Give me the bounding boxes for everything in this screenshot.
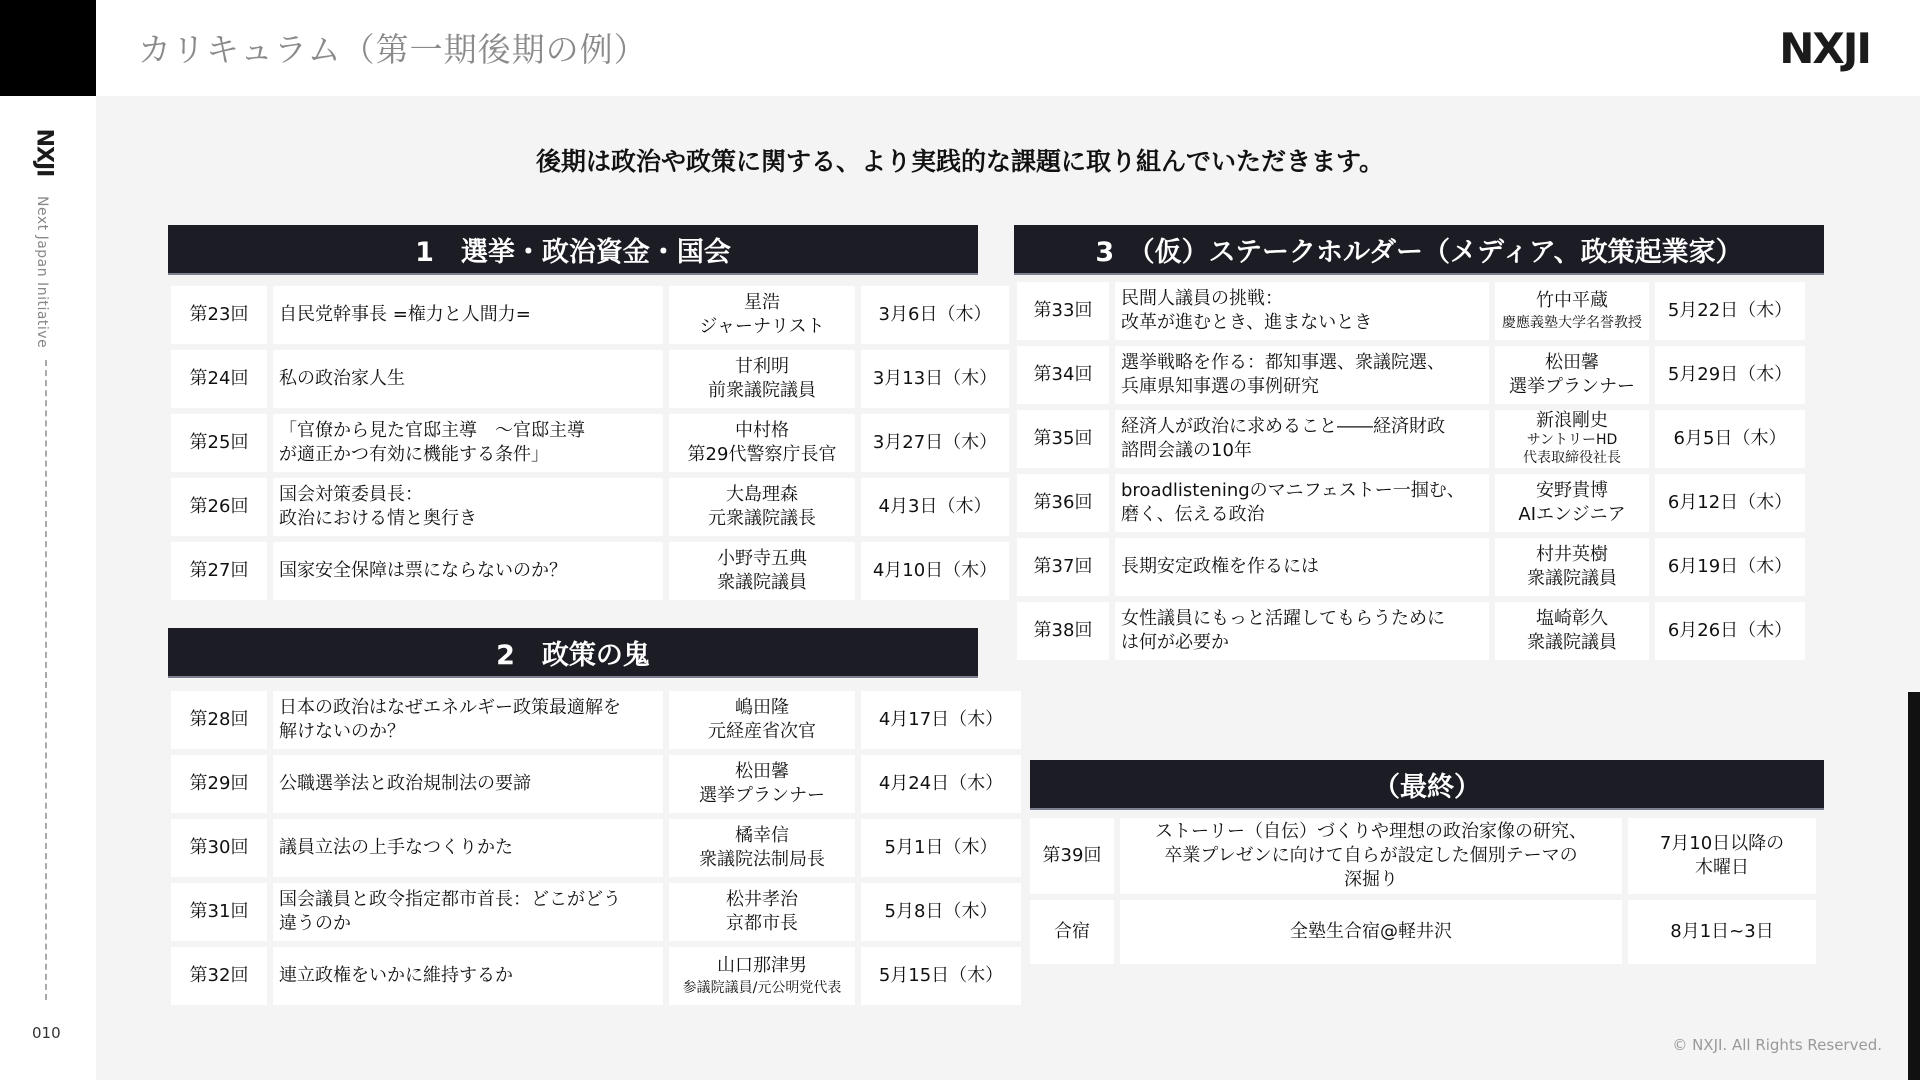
speaker-name: 竹中平蔵 — [1536, 290, 1608, 311]
session-date: 4月10日（木） — [861, 542, 1009, 600]
session-speaker — [669, 542, 855, 600]
session-number: 第29回 — [171, 755, 267, 813]
session-speaker — [669, 819, 855, 877]
speaker-name: 松田馨 — [1545, 352, 1599, 373]
session-title: 国家安全保障は票にならないのか？ — [273, 542, 663, 600]
section-table-final — [1030, 818, 1822, 970]
session-date: 5月1日（木） — [861, 819, 1021, 877]
copyright: © NXJI. All Rights Reserved. — [1672, 1036, 1882, 1054]
session-date: 4月17日（木） — [861, 691, 1021, 749]
section-table-3 — [1017, 282, 1811, 666]
session-number: 第34回 — [1017, 346, 1109, 404]
session-date: 5月15日（木） — [861, 947, 1021, 1005]
speaker-name: 村井英樹 — [1536, 544, 1608, 565]
session-date: 6月12日（木） — [1655, 474, 1805, 532]
speaker-role: 前衆議院議員 — [708, 380, 816, 401]
session-date: 4月24日（木） — [861, 755, 1021, 813]
speaker-role: 衆議院法制局長 — [699, 849, 825, 870]
table-row — [171, 883, 1027, 941]
session-speaker — [1495, 346, 1649, 404]
session-title: 女性議員にもっと活躍してもらうために は何が必要か — [1115, 602, 1489, 660]
session-speaker — [669, 883, 855, 941]
session-date: 6月19日（木） — [1655, 538, 1805, 596]
speaker-role: 衆議院議員 — [1527, 568, 1617, 589]
session-date: 5月22日（木） — [1655, 282, 1805, 340]
table-row — [171, 414, 1015, 472]
session-number: 第38回 — [1017, 602, 1109, 660]
session-number: 第30回 — [171, 819, 267, 877]
session-speaker — [1495, 282, 1649, 340]
session-speaker — [1495, 474, 1649, 532]
session-number: 第37回 — [1017, 538, 1109, 596]
session-speaker — [669, 947, 855, 1005]
session-number: 第36回 — [1017, 474, 1109, 532]
session-speaker — [669, 691, 855, 749]
speaker-name: 中村格 — [735, 420, 789, 441]
session-title: ストーリー（自伝）づくりや理想の政治家像の研究、 卒業プレゼンに向けて自らが設定した個別テーマの 深掘り — [1120, 818, 1622, 894]
section-table-1 — [171, 286, 1015, 606]
session-date: 7月10日以降の 木曜日 — [1628, 818, 1816, 894]
speaker-company: サントリーHD — [1526, 432, 1618, 448]
session-date: 8月1日~3日 — [1628, 900, 1816, 964]
session-number: 第31回 — [171, 883, 267, 941]
speaker-role: 元経産省次官 — [708, 721, 816, 742]
table-row — [171, 947, 1027, 1005]
session-number: 第33回 — [1017, 282, 1109, 340]
speaker-role: 衆議院議員 — [717, 572, 807, 593]
session-speaker — [669, 350, 855, 408]
session-title: 国会対策委員長： 政治における情と奥行き — [273, 478, 663, 536]
speaker-name: 嶋田隆 — [735, 697, 789, 718]
session-number: 第26回 — [171, 478, 267, 536]
speaker-name: 安野貴博 — [1536, 480, 1608, 501]
session-number: 第27回 — [171, 542, 267, 600]
lead-text: 後期は政治や政策に関する、より実践的な課題に取り組んでいただきます。 — [535, 147, 1384, 176]
session-date: 6月5日（木） — [1655, 410, 1805, 468]
session-title: 国会議員と政令指定都市首長：どこがどう 違うのか — [273, 883, 663, 941]
session-speaker — [1495, 538, 1649, 596]
session-number: 第25回 — [171, 414, 267, 472]
speaker-role: 慶應義塾大学名誉教授 — [1502, 315, 1642, 331]
speaker-name: 橘幸信 — [735, 825, 789, 846]
speaker-name: 新浪剛史 — [1536, 410, 1608, 431]
section-heading-final: （最終） — [1030, 760, 1824, 808]
session-speaker — [669, 478, 855, 536]
session-title: 経済人が政治に求めること――経済財政 諮問会議の10年 — [1115, 410, 1489, 468]
session-title: broadlisteningのマニフェストー一掴む、 磨く、伝える政治 — [1115, 474, 1489, 532]
table-row — [1030, 818, 1822, 894]
session-number: 合宿 — [1030, 900, 1114, 964]
speaker-role: 衆議院議員 — [1527, 632, 1617, 653]
session-date: 4月3日（木） — [861, 478, 1009, 536]
session-title: 議員立法の上手なつくりかた — [273, 819, 663, 877]
table-row — [171, 350, 1015, 408]
section-heading-1: 1 選挙・政治資金・国会 — [168, 225, 978, 273]
session-title: 全塾生合宿@軽井沢 — [1120, 900, 1622, 964]
speaker-role: AIエンジニア — [1518, 504, 1626, 525]
speaker-role: 元衆議院議長 — [708, 508, 816, 529]
session-speaker — [1495, 602, 1649, 660]
table-row — [1030, 900, 1822, 964]
table-row — [171, 478, 1015, 536]
speaker-name: 星浩 — [744, 292, 780, 313]
session-title: 選挙戦略を作る：都知事選、衆議院選、 兵庫県知事選の事例研究 — [1115, 346, 1489, 404]
session-title: 日本の政治はなぜエネルギー政策最適解を 解けないのか？ — [273, 691, 663, 749]
session-title: 公職選挙法と政治規制法の要諦 — [273, 755, 663, 813]
sidebar-tagline: Next Japan Initiative — [34, 196, 50, 349]
session-title: 民間人議員の挑戦： 改革が進むとき、進まないとき — [1115, 282, 1489, 340]
session-date: 5月29日（木） — [1655, 346, 1805, 404]
speaker-name: 甘利明 — [735, 356, 789, 377]
session-number: 第32回 — [171, 947, 267, 1005]
session-date: 6月26日（木） — [1655, 602, 1805, 660]
nxji-logo: NXJI — [1779, 24, 1870, 73]
session-title: 長期安定政権を作るには — [1115, 538, 1489, 596]
session-date: 5月8日（木） — [861, 883, 1021, 941]
speaker-role: 京都市長 — [726, 913, 798, 934]
session-speaker — [669, 755, 855, 813]
table-row — [1017, 474, 1811, 532]
speaker-role: ジャーナリスト — [699, 316, 825, 337]
sidebar-divider — [45, 360, 47, 1000]
speaker-name: 山口那津男 — [717, 955, 807, 976]
table-row — [171, 542, 1015, 600]
table-row — [1017, 538, 1811, 596]
session-date: 3月27日（木） — [861, 414, 1009, 472]
table-row — [1017, 346, 1811, 404]
table-row — [171, 755, 1027, 813]
table-row — [1017, 602, 1811, 660]
session-title: 「官僚から見た官邸主導 ～官邸主導 が適正かつ有効に機能する条件」 — [273, 414, 663, 472]
session-number: 第35回 — [1017, 410, 1109, 468]
session-speaker — [669, 286, 855, 344]
session-number: 第24回 — [171, 350, 267, 408]
speaker-role: 選挙プランナー — [699, 785, 825, 806]
speaker-role: 第29代警察庁長官 — [687, 444, 837, 465]
right-edge-tab — [1908, 692, 1920, 1080]
session-date: 3月13日（木） — [861, 350, 1009, 408]
session-date: 3月6日（木） — [861, 286, 1009, 344]
speaker-role: 選挙プランナー — [1509, 376, 1635, 397]
session-title: 私の政治家人生 — [273, 350, 663, 408]
speaker-name: 小野寺五典 — [717, 548, 807, 569]
page-title: カリキュラム（第一期後期の例） — [138, 30, 648, 69]
table-row — [1017, 410, 1811, 468]
table-row — [171, 691, 1027, 749]
session-title: 自民党幹事長 =権力と人間力= — [273, 286, 663, 344]
section-heading-3: 3 （仮）ステークホルダー（メディア、政策起業家） — [1014, 225, 1824, 273]
page-number: 010 — [32, 1024, 61, 1042]
speaker-role: 参議院議員/元公明党代表 — [682, 980, 842, 996]
table-row — [171, 819, 1027, 877]
sidebar-logo-text: NXJI — [31, 128, 57, 176]
section-heading-2: 2 政策の鬼 — [168, 628, 978, 676]
table-row — [1017, 282, 1811, 340]
session-number: 第39回 — [1030, 818, 1114, 894]
session-speaker — [669, 414, 855, 472]
session-number: 第23回 — [171, 286, 267, 344]
corner-block — [0, 0, 96, 96]
table-row — [171, 286, 1015, 344]
speaker-name: 塩崎彰久 — [1536, 608, 1608, 629]
session-title: 連立政権をいかに維持するか — [273, 947, 663, 1005]
session-number: 第28回 — [171, 691, 267, 749]
speaker-name: 大島理森 — [726, 484, 798, 505]
section-table-2 — [171, 691, 1027, 1011]
speaker-name: 松田馨 — [735, 761, 789, 782]
session-speaker — [1495, 410, 1649, 468]
speaker-role: 代表取締役社長 — [1523, 450, 1621, 466]
speaker-name: 松井孝治 — [726, 889, 798, 910]
